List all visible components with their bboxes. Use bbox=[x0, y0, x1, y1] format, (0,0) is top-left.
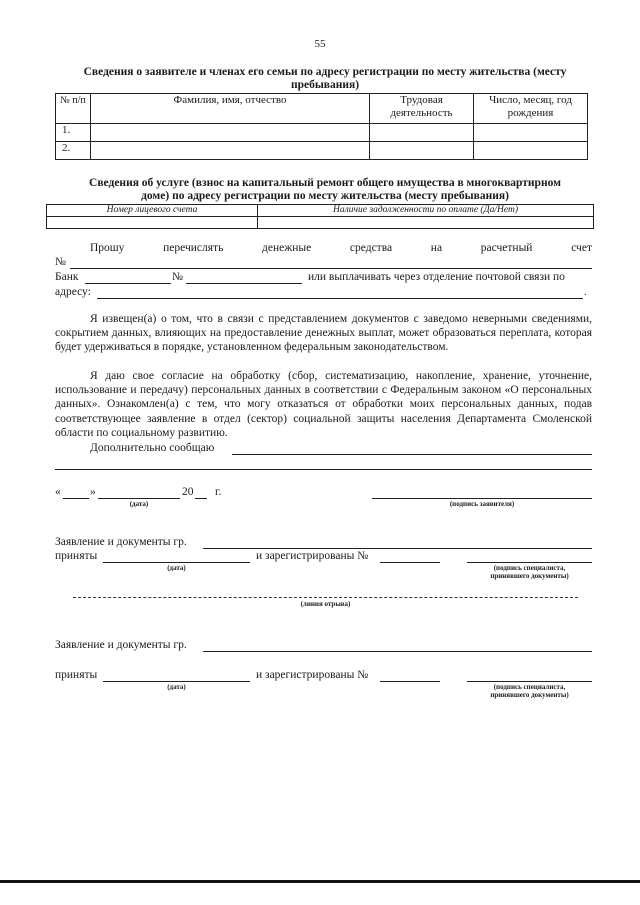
table-row bbox=[47, 217, 594, 229]
cut-line bbox=[73, 597, 578, 598]
account-number-header: Номер лицевого счета bbox=[47, 205, 258, 217]
notice-paragraph: Я извещен(а) о том, что в связи с представлением документов с заведомо неверными сведениями, сокрытием данных, влияющих на предоставление денежных выплат, может образоваться переплата, которая будет удерживаться в порядке, установленном федеральным законодательством. bbox=[55, 313, 592, 354]
family-table bbox=[55, 93, 588, 160]
receipt2-docs-label: Заявление и документы гр. bbox=[55, 639, 187, 651]
request-word: перечислять bbox=[163, 242, 224, 254]
caption-line: (подпись специалиста, bbox=[493, 564, 566, 572]
receipt1-registered-label: и зарегистрированы № bbox=[256, 550, 369, 562]
bank-label: Банк bbox=[55, 271, 79, 283]
receipt1-accepted-label: приняты bbox=[55, 550, 98, 562]
year-suffix: г. bbox=[215, 486, 222, 498]
page-number: 55 bbox=[314, 38, 326, 50]
work-cell[interactable] bbox=[370, 124, 474, 142]
request-word: денежные bbox=[262, 242, 312, 254]
family-table-header bbox=[56, 94, 588, 124]
section2-title-line1: Сведения об услуге (взнос на капитальный ремонт общего имущества в многоквартирном bbox=[89, 177, 561, 189]
request-word: средства bbox=[349, 242, 393, 254]
account-number-sign: № bbox=[55, 256, 66, 268]
work-cell[interactable] bbox=[370, 142, 474, 160]
receipt1-signature-field[interactable] bbox=[467, 562, 592, 563]
birthdate-cell[interactable] bbox=[474, 124, 588, 142]
consent-paragraph: Я даю свое согласие на обработку (сбор, систематизацию, накопление, хранение, уточнение, использование и передачу) персональных данных в соответствии с Федеральным законом «О персональных данных». Ознакомлен(а) с тем, что могу отказаться от обработки моих персональных данных, подав соответствующее заявление в отдел (сектор) социальной защиты населения Департамента Смоленской области по социальному развитию. bbox=[55, 370, 592, 439]
row-number: 1. bbox=[56, 124, 91, 142]
address-field[interactable] bbox=[97, 298, 583, 299]
applicant-signature-caption: (подпись заявителя) bbox=[449, 500, 515, 508]
section1-title-line1: Сведения о заявителе и членах его семьи по адресу регистрации по месту жительства (месту bbox=[83, 66, 567, 78]
row-number: 2. bbox=[56, 142, 91, 160]
address-end: . bbox=[584, 286, 587, 298]
request-word: Прошу bbox=[90, 242, 125, 254]
address-label: адресу: bbox=[55, 286, 91, 298]
applicant-signature-field[interactable] bbox=[372, 498, 592, 499]
receipt2-date-field[interactable] bbox=[103, 681, 250, 682]
request-word: на bbox=[430, 242, 443, 254]
receipt1-docs-label: Заявление и документы гр. bbox=[55, 536, 187, 548]
bank-number-field[interactable] bbox=[186, 283, 302, 284]
account-number-field[interactable] bbox=[70, 268, 592, 269]
additional-label: Дополнительно сообщаю bbox=[90, 442, 215, 454]
service-table bbox=[46, 204, 594, 229]
bank-field[interactable] bbox=[85, 283, 171, 284]
receipt2-signature-field[interactable] bbox=[467, 681, 592, 682]
receipt2-signature-caption bbox=[467, 683, 592, 699]
receipt2-registered-label: и зарегистрированы № bbox=[256, 669, 369, 681]
date-quote-open: « bbox=[55, 486, 61, 498]
table-row bbox=[56, 124, 588, 142]
request-line bbox=[90, 241, 592, 255]
receipt2-accepted-label: приняты bbox=[55, 669, 98, 681]
receipt2-date-caption: (дата) bbox=[167, 683, 186, 691]
date-quote-close: » bbox=[90, 486, 96, 498]
date-month-field[interactable] bbox=[98, 498, 180, 499]
bank-number-sign: № bbox=[172, 271, 183, 283]
debt-header: Наличие задолженности по оплате (Да/Нет) bbox=[258, 205, 594, 217]
year-prefix: 20 bbox=[182, 486, 194, 498]
name-cell[interactable] bbox=[91, 142, 370, 160]
service-table-header bbox=[47, 205, 594, 217]
birthdate-cell[interactable] bbox=[474, 142, 588, 160]
col-birthdate-header: Число, месяц, год рождения bbox=[474, 94, 588, 124]
receipt2-citizen-field[interactable] bbox=[203, 651, 592, 652]
caption-line: принявшего документы) bbox=[490, 691, 569, 699]
section2-title-line2: доме) по адресу регистрации по месту жительства (месту пребывания) bbox=[141, 190, 509, 202]
bottom-rule bbox=[0, 880, 640, 883]
receipt1-date-caption: (дата) bbox=[167, 564, 186, 572]
debt-cell[interactable] bbox=[258, 217, 594, 229]
col-name-header: Фамилия, имя, отчество bbox=[91, 94, 370, 124]
date-year-field[interactable] bbox=[195, 498, 207, 499]
section1-title-line2: пребывания) bbox=[290, 79, 360, 91]
cut-line-caption: (линия отрыва) bbox=[300, 600, 351, 608]
section2-title bbox=[40, 177, 610, 203]
section1-title bbox=[40, 66, 610, 92]
account-number-cell[interactable] bbox=[47, 217, 258, 229]
caption-line: (подпись специалиста, bbox=[493, 683, 566, 691]
name-cell[interactable] bbox=[91, 124, 370, 142]
receipt1-reg-number-field[interactable] bbox=[380, 562, 440, 563]
additional-field[interactable] bbox=[232, 454, 592, 455]
date-day-field[interactable] bbox=[63, 498, 89, 499]
col-work-header: Трудовая деятельность bbox=[370, 94, 474, 124]
additional-field-line2[interactable] bbox=[55, 469, 592, 470]
date-caption: (дата) bbox=[129, 500, 149, 508]
postal-option-text: или выплачивать через отделение почтовой связи по bbox=[308, 271, 565, 283]
receipt2-reg-number-field[interactable] bbox=[380, 681, 440, 682]
col-number-header: № п/п bbox=[56, 94, 91, 124]
table-row bbox=[56, 142, 588, 160]
receipt1-signature-caption bbox=[467, 564, 592, 580]
caption-line: принявшего документы) bbox=[490, 572, 569, 580]
request-word: счет bbox=[571, 242, 592, 254]
request-word: расчетный bbox=[480, 242, 533, 254]
receipt1-date-field[interactable] bbox=[103, 562, 250, 563]
